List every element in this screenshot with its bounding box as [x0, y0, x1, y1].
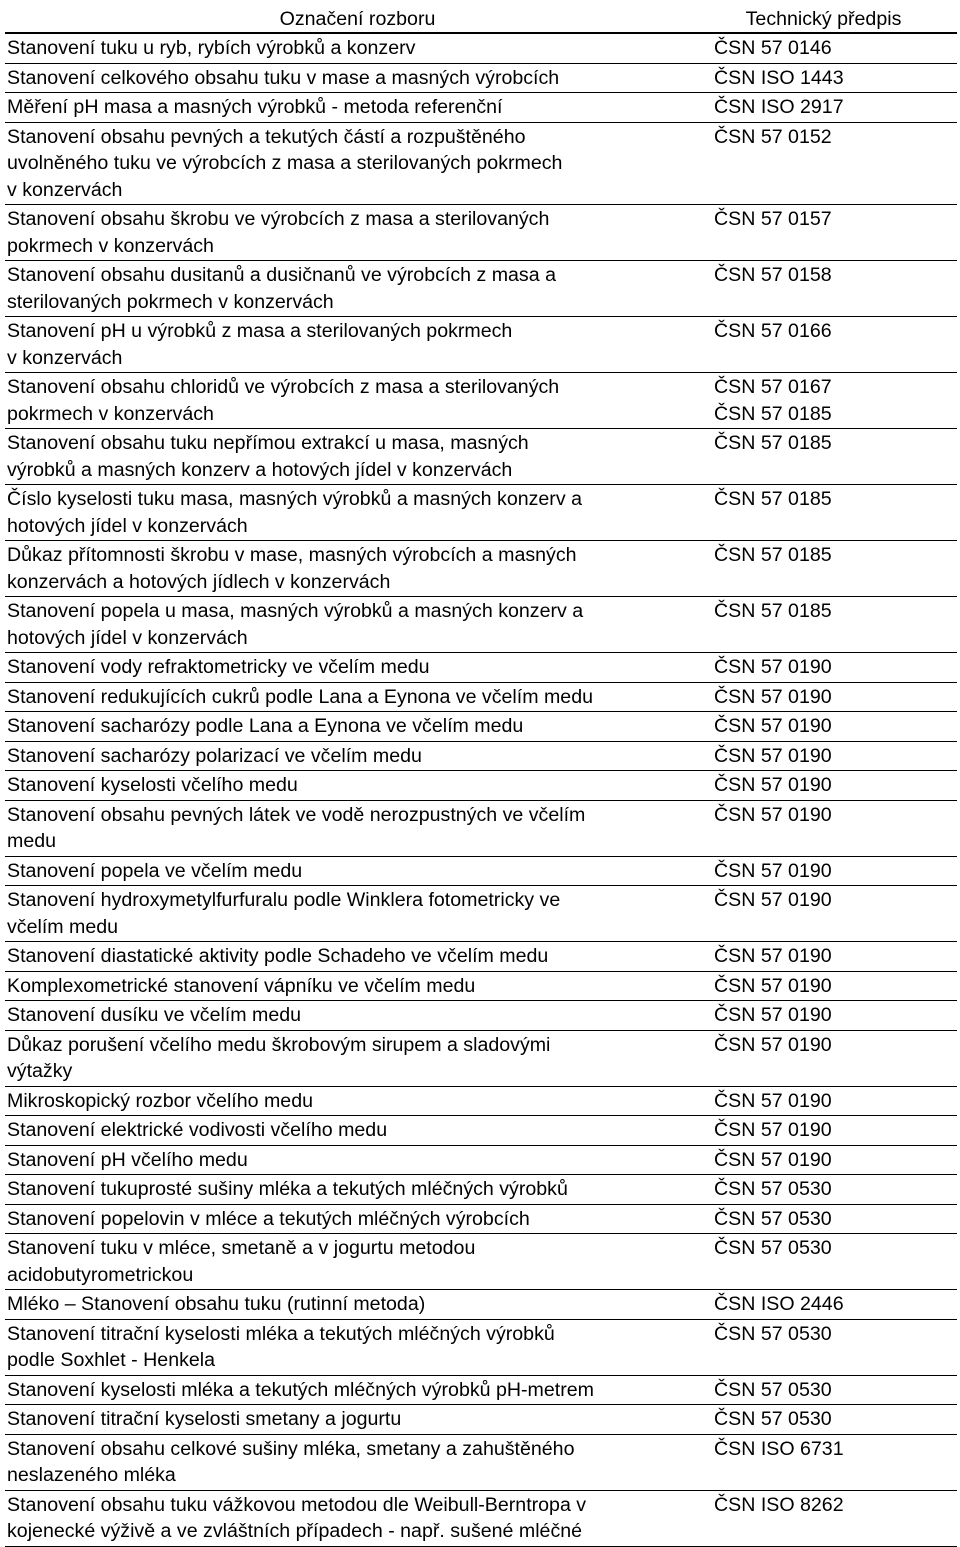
table-row	[5, 261, 957, 317]
standard-cell: ČSN 57 0190	[710, 1145, 957, 1175]
standard-cell: ČSN 57 0157	[710, 205, 957, 261]
table-row	[5, 429, 957, 485]
standard-cell: ČSN 57 0158	[710, 261, 957, 317]
table-row	[5, 122, 957, 205]
analysis-cell: Důkaz přítomnosti škrobu v mase, masných výrobcích a masných konzervách a hotových jídlech v konzervách	[5, 541, 710, 597]
standard-cell: ČSN 57 0190	[710, 942, 957, 972]
table-row	[5, 317, 957, 373]
standard-cell: ČSN 57 0530	[710, 1375, 957, 1405]
table-row	[5, 93, 957, 123]
analysis-cell: Stanovení titrační kyselosti mléka a tekutých mléčných výrobků podle Soxhlet - Henkela	[5, 1319, 710, 1375]
table-row	[5, 597, 957, 653]
standard-cell: ČSN 57 0190	[710, 1030, 957, 1086]
header-analysis: Označení rozboru	[5, 4, 710, 33]
table-row	[5, 1145, 957, 1175]
table-row	[5, 1030, 957, 1086]
standard-cell: ČSN 57 0190	[710, 1086, 957, 1116]
table-row	[5, 373, 957, 429]
analysis-cell: Stanovení pH včelího medu	[5, 1145, 710, 1175]
table-row	[5, 485, 957, 541]
analysis-cell: Stanovení hydroxymetylfurfuralu podle Winklera fotometricky ve včelím medu	[5, 886, 710, 942]
standard-cell: ČSN 57 0190	[710, 886, 957, 942]
table-row	[5, 1405, 957, 1435]
standard-cell: ČSN 57 0166	[710, 317, 957, 373]
analysis-cell: Stanovení obsahu škrobu ve výrobcích z masa a sterilovaných pokrmech v konzervách	[5, 205, 710, 261]
analysis-cell: Stanovení pH u výrobků z masa a sterilovaných pokrmech v konzervách	[5, 317, 710, 373]
analysis-cell: Stanovení tuku v mléce, smetaně a v jogurtu metodou acidobutyrometrickou	[5, 1234, 710, 1290]
table-row	[5, 1375, 957, 1405]
standard-cell: ČSN 57 0190	[710, 971, 957, 1001]
analysis-cell: Stanovení obsahu dusitanů a dusičnanů ve výrobcích z masa a sterilovaných pokrmech v konzervách	[5, 261, 710, 317]
standard-cell: ČSN 57 0530	[710, 1204, 957, 1234]
table-row	[5, 682, 957, 712]
analysis-cell: Stanovení tukuprosté sušiny mléka a tekutých mléčných výrobků	[5, 1175, 710, 1205]
table-row	[5, 33, 957, 63]
table-row	[5, 1290, 957, 1320]
standard-cell: ČSN 57 0190	[710, 682, 957, 712]
table-row	[5, 1175, 957, 1205]
standard-cell: ČSN 57 0530	[710, 1234, 957, 1290]
table-row	[5, 971, 957, 1001]
standard-cell: ČSN 57 0185	[710, 541, 957, 597]
standard-cell: ČSN 57 0190	[710, 800, 957, 856]
table-row	[5, 1116, 957, 1146]
standard-cell: ČSN 57 0530	[710, 1319, 957, 1375]
standard-cell: ČSN ISO 1443	[710, 63, 957, 93]
analysis-cell: Stanovení kyselosti mléka a tekutých mléčných výrobků pH-metrem	[5, 1375, 710, 1405]
analysis-cell: Mikroskopický rozbor včelího medu	[5, 1086, 710, 1116]
standard-cell: ČSN 57 0185	[710, 597, 957, 653]
table-row	[5, 1234, 957, 1290]
header-row	[5, 4, 957, 33]
analysis-cell: Mléko – Stanovení obsahu tuku (rutinní metoda)	[5, 1290, 710, 1320]
standard-cell: ČSN 57 0152	[710, 122, 957, 205]
standard-cell: ČSN 57 0146	[710, 33, 957, 63]
standard-cell: ČSN 57 0167 ČSN 57 0185	[710, 373, 957, 429]
table-row	[5, 541, 957, 597]
standard-cell: ČSN 57 0190	[710, 1116, 957, 1146]
analysis-cell: Stanovení sacharózy podle Lana a Eynona ve včelím medu	[5, 712, 710, 742]
table-row	[5, 886, 957, 942]
table-row	[5, 856, 957, 886]
analysis-cell: Komplexometrické stanovení vápníku ve včelím medu	[5, 971, 710, 1001]
analysis-cell: Stanovení titrační kyselosti smetany a jogurtu	[5, 1405, 710, 1435]
analysis-standards-table	[5, 4, 957, 1547]
table-row	[5, 942, 957, 972]
analysis-cell: Stanovení obsahu pevných látek ve vodě nerozpustných ve včelím medu	[5, 800, 710, 856]
standard-cell: ČSN 57 0190	[710, 741, 957, 771]
analysis-cell: Stanovení popelovin v mléce a tekutých mléčných výrobcích	[5, 1204, 710, 1234]
analysis-cell: Měření pH masa a masných výrobků - metoda referenční	[5, 93, 710, 123]
table-row	[5, 712, 957, 742]
table-row	[5, 653, 957, 683]
table-row	[5, 205, 957, 261]
analysis-cell: Stanovení obsahu tuku vážkovou metodou dle Weibull-Berntropa v kojenecké výživě a ve zvláštních případech - např. sušené mléčné	[5, 1490, 710, 1546]
table-row	[5, 1319, 957, 1375]
table-row	[5, 771, 957, 801]
analysis-cell: Stanovení obsahu pevných a tekutých částí a rozpuštěného uvolněného tuku ve výrobcích z masa a sterilovaných pokrmech v konzervách	[5, 122, 710, 205]
analysis-cell: Stanovení kyselosti včelího medu	[5, 771, 710, 801]
table-row	[5, 1204, 957, 1234]
analysis-cell: Stanovení obsahu tuku nepřímou extrakcí u masa, masných výrobků a masných konzerv a hotových jídel v konzervách	[5, 429, 710, 485]
analysis-cell: Stanovení dusíku ve včelím medu	[5, 1001, 710, 1031]
analysis-cell: Stanovení obsahu celkové sušiny mléka, smetany a zahuštěného neslazeného mléka	[5, 1434, 710, 1490]
analysis-cell: Stanovení diastatické aktivity podle Schadeho ve včelím medu	[5, 942, 710, 972]
standard-cell: ČSN 57 0530	[710, 1405, 957, 1435]
standard-cell: ČSN ISO 6731	[710, 1434, 957, 1490]
table-row	[5, 1001, 957, 1031]
standard-cell: ČSN 57 0185	[710, 485, 957, 541]
analysis-cell: Stanovení popela ve včelím medu	[5, 856, 710, 886]
table-row	[5, 63, 957, 93]
analysis-cell: Stanovení tuku u ryb, rybích výrobků a konzerv	[5, 33, 710, 63]
analysis-cell: Stanovení sacharózy polarizací ve včelím medu	[5, 741, 710, 771]
analysis-cell: Stanovení redukujících cukrů podle Lana a Eynona ve včelím medu	[5, 682, 710, 712]
table-body	[5, 33, 957, 1546]
analysis-cell: Stanovení elektrické vodivosti včelího medu	[5, 1116, 710, 1146]
standard-cell: ČSN ISO 8262	[710, 1490, 957, 1546]
standard-cell: ČSN 57 0530	[710, 1175, 957, 1205]
analysis-cell: Stanovení popela u masa, masných výrobků a masných konzerv a hotových jídel v konzervách	[5, 597, 710, 653]
table-row	[5, 1086, 957, 1116]
analysis-cell: Stanovení vody refraktometricky ve včelím medu	[5, 653, 710, 683]
table-row	[5, 800, 957, 856]
standard-cell: ČSN ISO 2917	[710, 93, 957, 123]
standard-cell: ČSN 57 0185	[710, 429, 957, 485]
analysis-cell: Stanovení obsahu chloridů ve výrobcích z masa a sterilovaných pokrmech v konzervách	[5, 373, 710, 429]
header-standard: Technický předpis	[710, 4, 957, 33]
analysis-cell: Důkaz porušení včelího medu škrobovým sirupem a sladovými výtažky	[5, 1030, 710, 1086]
table-row	[5, 1434, 957, 1490]
standard-cell: ČSN 57 0190	[710, 1001, 957, 1031]
standard-cell: ČSN 57 0190	[710, 712, 957, 742]
standard-cell: ČSN ISO 2446	[710, 1290, 957, 1320]
standard-cell: ČSN 57 0190	[710, 653, 957, 683]
table-row	[5, 1490, 957, 1546]
analysis-cell: Stanovení celkového obsahu tuku v mase a masných výrobcích	[5, 63, 710, 93]
table-row	[5, 741, 957, 771]
standard-cell: ČSN 57 0190	[710, 856, 957, 886]
standard-cell: ČSN 57 0190	[710, 771, 957, 801]
analysis-cell: Číslo kyselosti tuku masa, masných výrobků a masných konzerv a hotových jídel v konzervách	[5, 485, 710, 541]
